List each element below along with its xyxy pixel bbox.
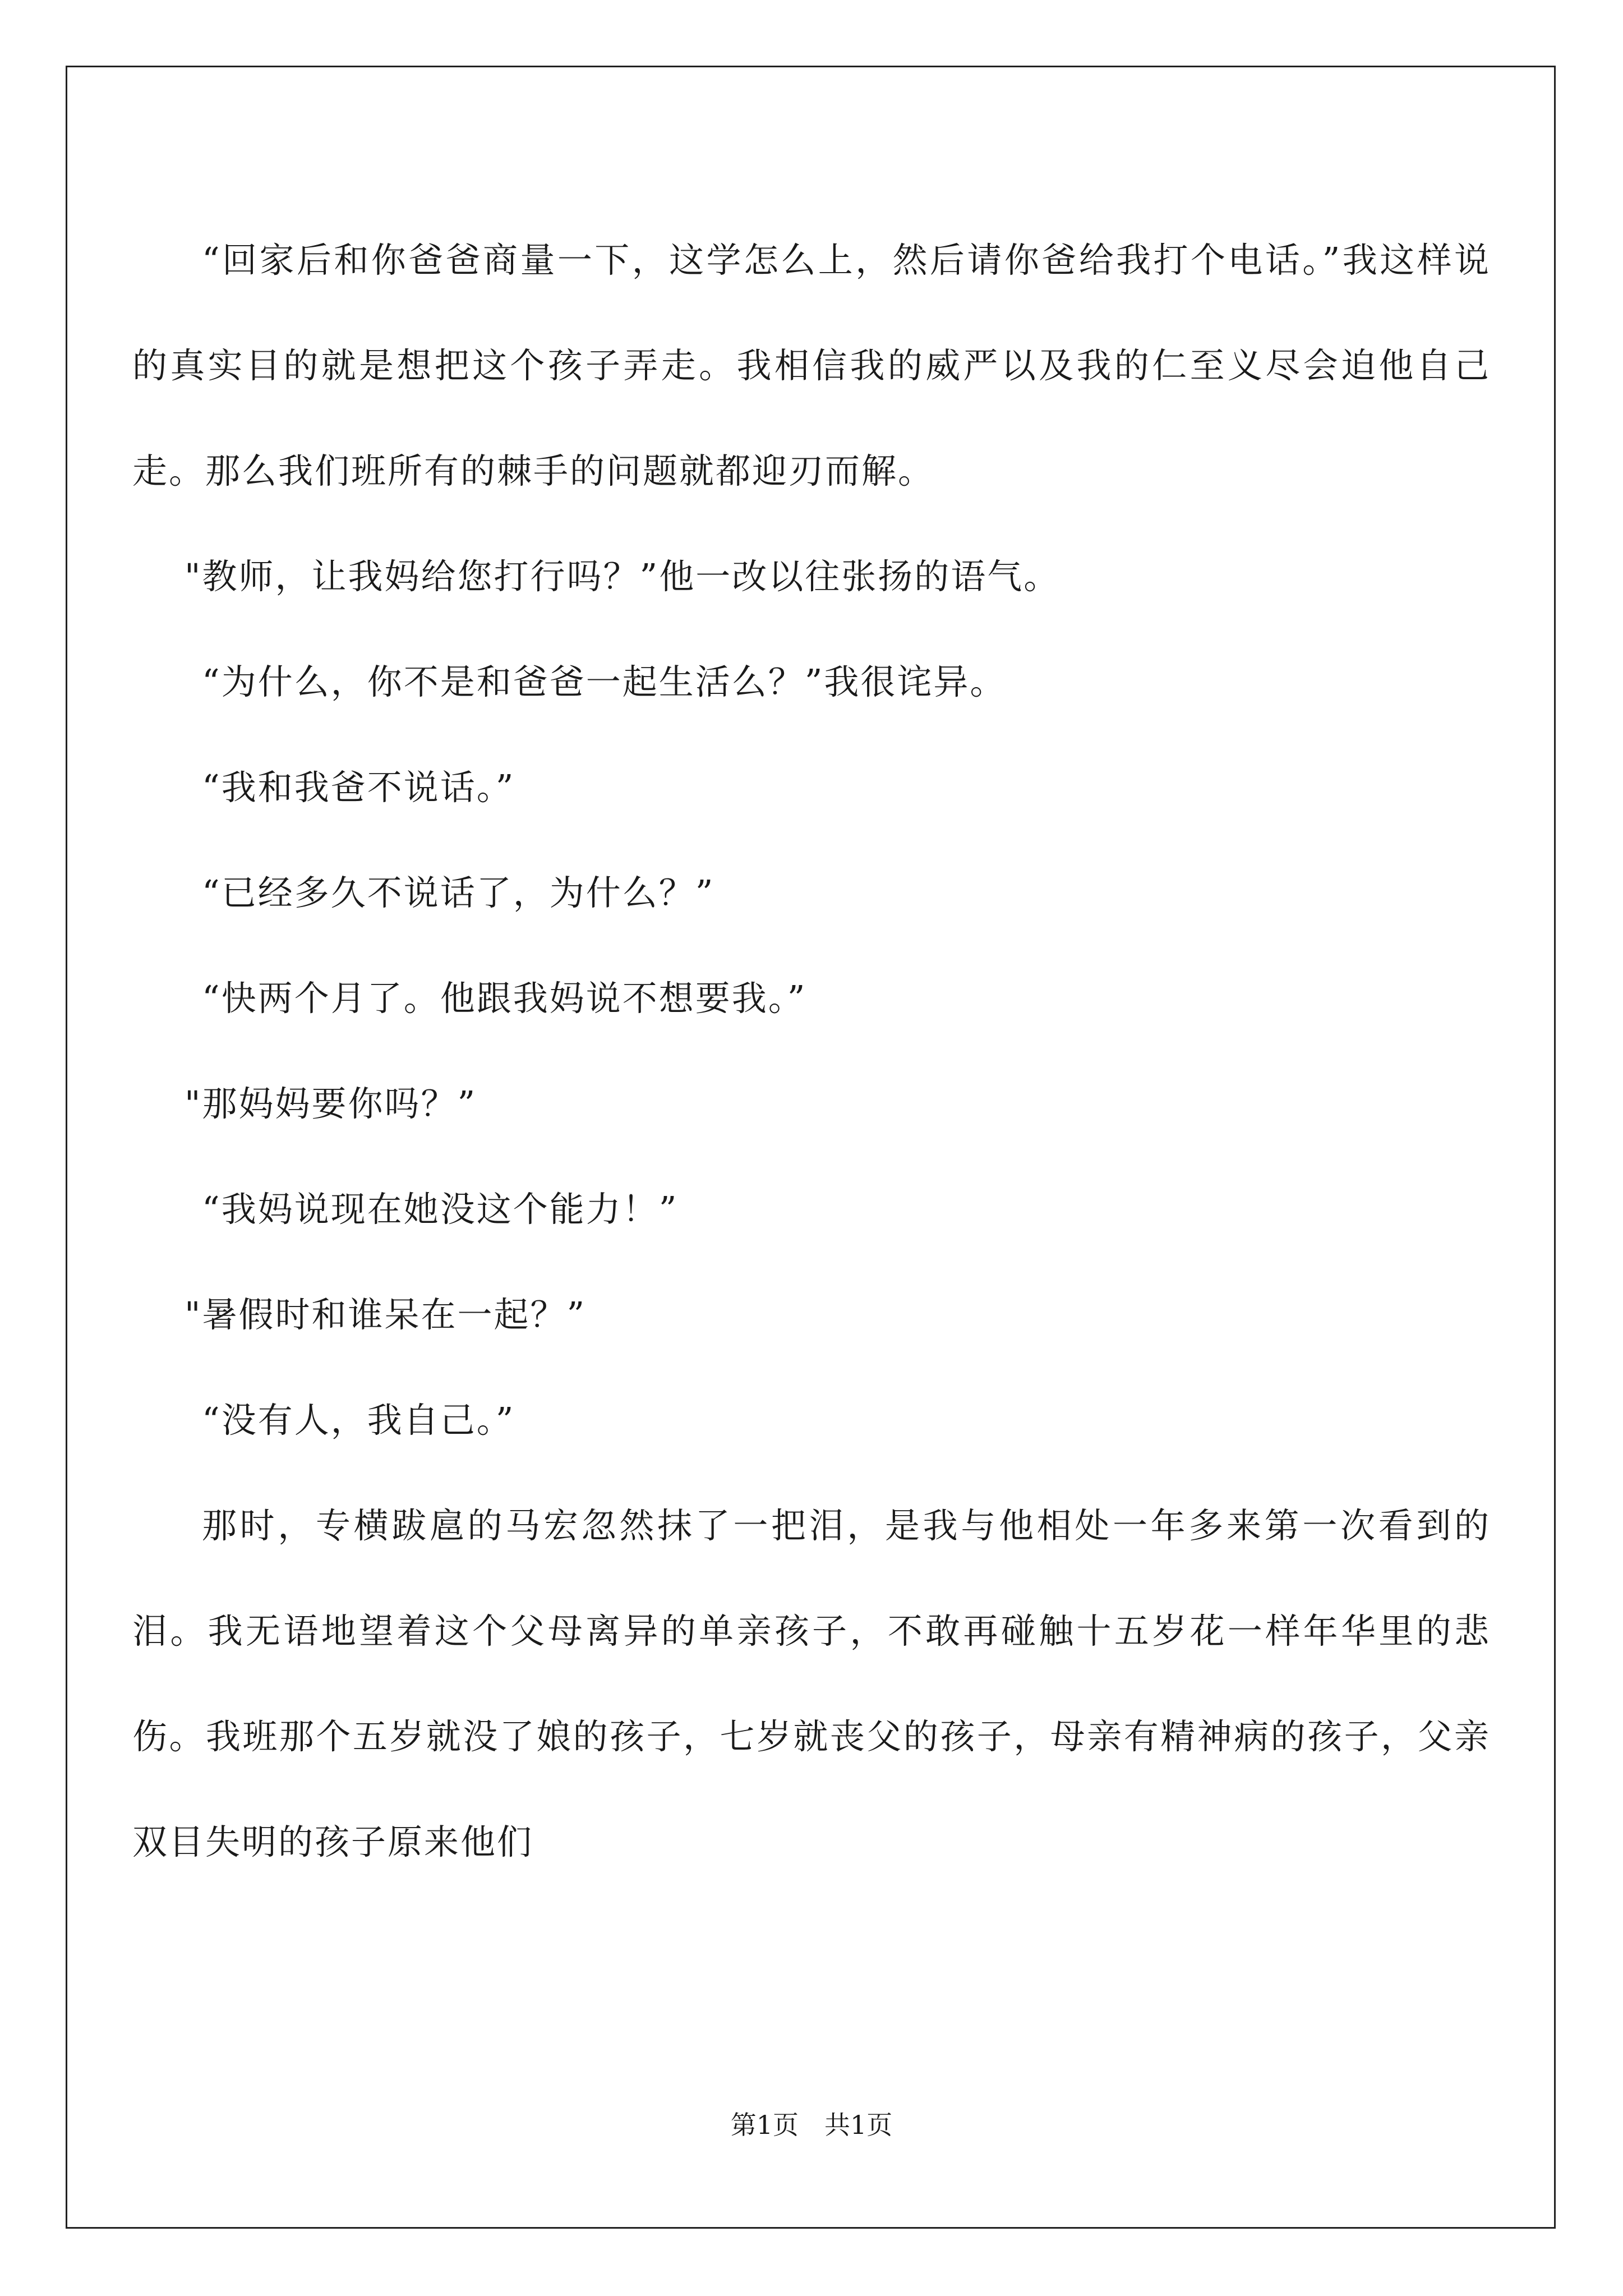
paragraph-2: "教师，让我妈给您打行吗？”他一改以往张扬的语气。 bbox=[185, 556, 1061, 597]
paragraph-4: “我和我爸不说话。” bbox=[202, 767, 515, 808]
page-total: 共1页 bbox=[824, 2110, 893, 2140]
paragraph-5: “已经多久不说话了，为什么？” bbox=[202, 872, 715, 913]
document-body bbox=[132, 208, 1491, 1895]
paragraph-10: “没有人，我自己。” bbox=[202, 1400, 515, 1441]
paragraph-11: 那时，专横跋扈的马宏忽然抹了一把泪，是我与他相处一年多来第一次看到的泪。我无语地望着这个父母离异的单亲孩子，不敢再碰触十五岁花一样年华里的悲伤。我班那个五岁就没了娘的孩子，七岁就丧父的孩子，母亲有精神病的孩子，父亲双目失明的孩子原来他们 bbox=[132, 1505, 1491, 1862]
paragraph-9: "暑假时和谁呆在一起？” bbox=[185, 1294, 587, 1335]
paragraph-8: “我妈说现在她没这个能力！” bbox=[202, 1189, 679, 1230]
page-number: 第1页 bbox=[730, 2110, 799, 2140]
page-footer bbox=[0, 2105, 1623, 2142]
paragraph-7: "那妈妈要你吗？” bbox=[185, 1083, 477, 1124]
paragraph-3: “为什么，你不是和爸爸一起生活么？”我很诧异。 bbox=[202, 661, 1007, 702]
paragraph-6: “快两个月了。他跟我妈说不想要我。” bbox=[202, 978, 807, 1019]
paragraph-1: “回家后和你爸爸商量一下，这学怎么上，然后请你爸给我打个电话。”我这样说的真实目的就是想把这个孩子弄走。我相信我的威严以及我的仁至义尽会迫他自己走。那么我们班所有的棘手的问题就都迎刃而解。 bbox=[132, 240, 1491, 491]
